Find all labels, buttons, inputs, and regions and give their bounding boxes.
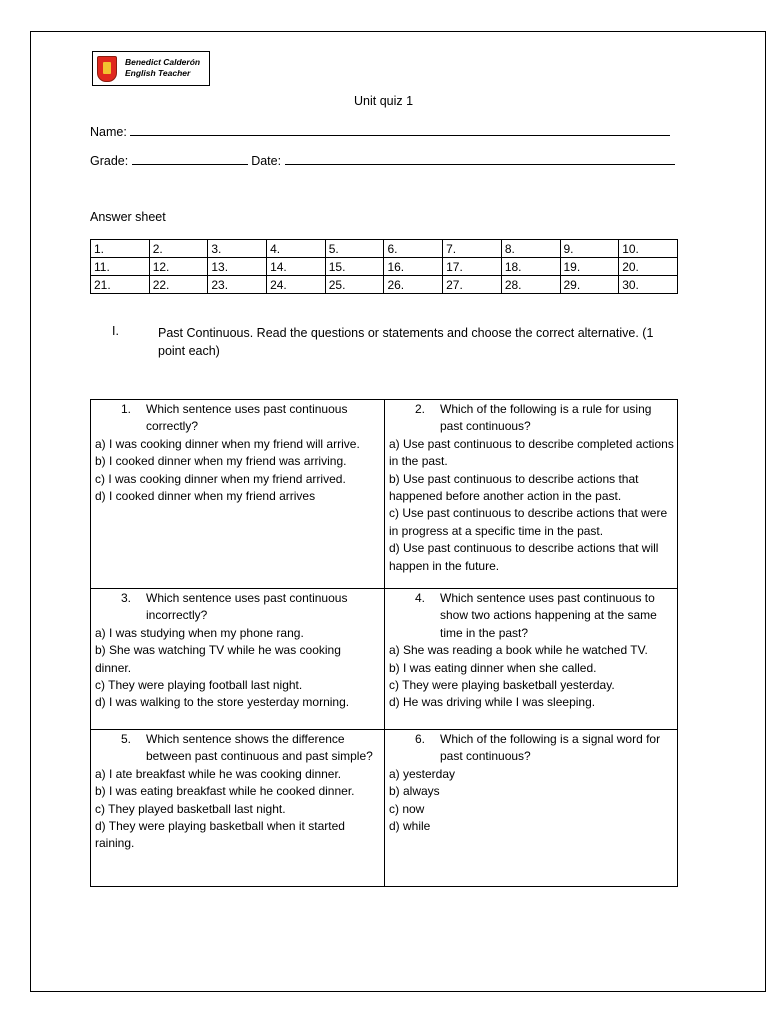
- question-text: Which of the following is a signal word for past continuous?: [440, 732, 661, 764]
- answer-cell[interactable]: 20.: [619, 258, 678, 276]
- question-cell: [91, 730, 384, 853]
- answer-option[interactable]: a) She was reading a book while he watched TV.: [389, 643, 648, 658]
- answer-cell[interactable]: 17.: [443, 258, 502, 276]
- answer-cell[interactable]: 16.: [384, 258, 443, 276]
- answer-option[interactable]: a) yesterday: [389, 766, 456, 781]
- answer-cell[interactable]: 21.: [91, 276, 150, 294]
- section-number: I.: [112, 324, 119, 338]
- answer-cell[interactable]: 27.: [443, 276, 502, 294]
- question-text: Which of the following is a rule for using past continuous?: [440, 402, 652, 434]
- answer-cell[interactable]: 22.: [149, 276, 208, 294]
- answer-sheet-heading: Answer sheet: [90, 210, 166, 224]
- answer-cell[interactable]: 26.: [384, 276, 443, 294]
- answer-cell[interactable]: 1.: [91, 240, 150, 258]
- logo-teacher-name: Benedict Calderón: [125, 57, 201, 67]
- question-stem: [389, 401, 674, 436]
- question-stem: [95, 401, 380, 436]
- answer-option[interactable]: d) Use past continuous to describe actions that will happen in the future.: [389, 541, 659, 573]
- name-label: Name:: [90, 125, 127, 139]
- answer-option[interactable]: a) Use past continuous to describe completed actions in the past.: [389, 436, 674, 469]
- question-stem: [389, 731, 674, 766]
- answer-option[interactable]: a) I was studying when my phone rang.: [95, 625, 304, 640]
- answer-cell[interactable]: 23.: [208, 276, 267, 294]
- answer-cell[interactable]: 8.: [501, 240, 560, 258]
- name-row: [90, 123, 670, 139]
- answer-cell[interactable]: 14.: [267, 258, 326, 276]
- teacher-logo: [92, 51, 210, 86]
- question-cell: [385, 589, 678, 712]
- question-number: 1.: [121, 402, 132, 416]
- answer-option[interactable]: a) I was cooking dinner when my friend will arrive.: [95, 436, 360, 451]
- answer-cell[interactable]: 3.: [208, 240, 267, 258]
- answer-cell[interactable]: 25.: [325, 276, 384, 294]
- question-number: 2.: [415, 402, 426, 416]
- question-number: 3.: [121, 591, 132, 605]
- answer-option[interactable]: c) I was cooking dinner when my friend arrived.: [95, 471, 346, 486]
- questions-grid: [90, 399, 678, 887]
- answer-cell[interactable]: 10.: [619, 240, 678, 258]
- question-cell: [91, 589, 384, 712]
- answer-row: [91, 276, 678, 294]
- grade-date-row: [90, 152, 675, 168]
- answer-option[interactable]: c) They were playing football last night.: [95, 678, 303, 693]
- question-cell: [385, 400, 678, 575]
- answer-sheet-table: [90, 239, 678, 294]
- answer-cell[interactable]: 28.: [501, 276, 560, 294]
- question-stem: [389, 590, 674, 642]
- answer-option[interactable]: a) I ate breakfast while he was cooking dinner.: [95, 766, 342, 781]
- answer-option[interactable]: d) while: [389, 819, 431, 834]
- answer-option[interactable]: d) He was driving while I was sleeping.: [389, 695, 596, 710]
- question-text: Which sentence shows the difference between past continuous and past simple?: [146, 732, 373, 764]
- question-number: 6.: [415, 732, 426, 746]
- answer-cell[interactable]: 12.: [149, 258, 208, 276]
- question-stem: [95, 731, 380, 766]
- school-crest-icon: [97, 56, 117, 82]
- section-instructions: Past Continuous. Read the questions or statements and choose the correct alternative. (1 point each): [158, 326, 654, 358]
- answer-option[interactable]: d) I cooked dinner when my friend arrives: [95, 489, 316, 504]
- answer-cell[interactable]: 9.: [560, 240, 619, 258]
- question-number: 4.: [415, 591, 426, 605]
- answer-cell[interactable]: 13.: [208, 258, 267, 276]
- page-title: Unit quiz 1: [354, 94, 414, 108]
- answer-option[interactable]: b) I cooked dinner when my friend was arriving.: [95, 454, 347, 469]
- grade-field[interactable]: [132, 152, 248, 165]
- answer-option[interactable]: d) I was walking to the store yesterday morning.: [95, 695, 350, 710]
- question-stem: [95, 590, 380, 625]
- answer-cell[interactable]: 15.: [325, 258, 384, 276]
- answer-cell[interactable]: 24.: [267, 276, 326, 294]
- answer-cell[interactable]: 30.: [619, 276, 678, 294]
- date-field[interactable]: [285, 152, 675, 165]
- answer-option[interactable]: c) They were playing basketball yesterday.: [389, 678, 615, 693]
- date-label: Date:: [251, 154, 282, 168]
- answer-row: [91, 258, 678, 276]
- answer-row: [91, 240, 678, 258]
- answer-cell[interactable]: 4.: [267, 240, 326, 258]
- question-cell: [91, 400, 384, 505]
- question-text: Which sentence uses past continuous correctly?: [146, 402, 348, 434]
- logo-teacher-role: English Teacher: [125, 68, 191, 78]
- answer-cell[interactable]: 29.: [560, 276, 619, 294]
- answer-option[interactable]: d) They were playing basketball when it started raining.: [95, 819, 345, 851]
- answer-cell[interactable]: 18.: [501, 258, 560, 276]
- answer-cell[interactable]: 7.: [443, 240, 502, 258]
- answer-cell[interactable]: 11.: [91, 258, 150, 276]
- question-text: Which sentence uses past continuous incorrectly?: [146, 591, 348, 623]
- answer-cell[interactable]: 5.: [325, 240, 384, 258]
- grade-label: Grade:: [90, 154, 129, 168]
- question-text: Which sentence uses past continuous to show two actions happening at the same time in the past?: [440, 591, 657, 640]
- question-number: 5.: [121, 732, 132, 746]
- answer-cell[interactable]: 19.: [560, 258, 619, 276]
- answer-option[interactable]: b) She was watching TV while he was cooking dinner.: [95, 643, 341, 675]
- answer-cell[interactable]: 6.: [384, 240, 443, 258]
- name-field[interactable]: [130, 123, 670, 136]
- answer-option[interactable]: b) I was eating breakfast while he cooked dinner.: [95, 784, 355, 799]
- answer-option[interactable]: c) They played basketball last night.: [95, 801, 286, 816]
- answer-option[interactable]: b) Use past continuous to describe actions that happened before another action in the past.: [389, 471, 639, 504]
- answer-cell[interactable]: 2.: [149, 240, 208, 258]
- answer-option[interactable]: b) always: [389, 784, 440, 799]
- answer-option[interactable]: c) Use past continuous to describe actions that were in progress at a specific time in the past.: [389, 506, 668, 538]
- answer-option[interactable]: c) now: [389, 801, 425, 816]
- question-cell: [385, 730, 678, 835]
- answer-option[interactable]: b) I was eating dinner when she called.: [389, 660, 597, 675]
